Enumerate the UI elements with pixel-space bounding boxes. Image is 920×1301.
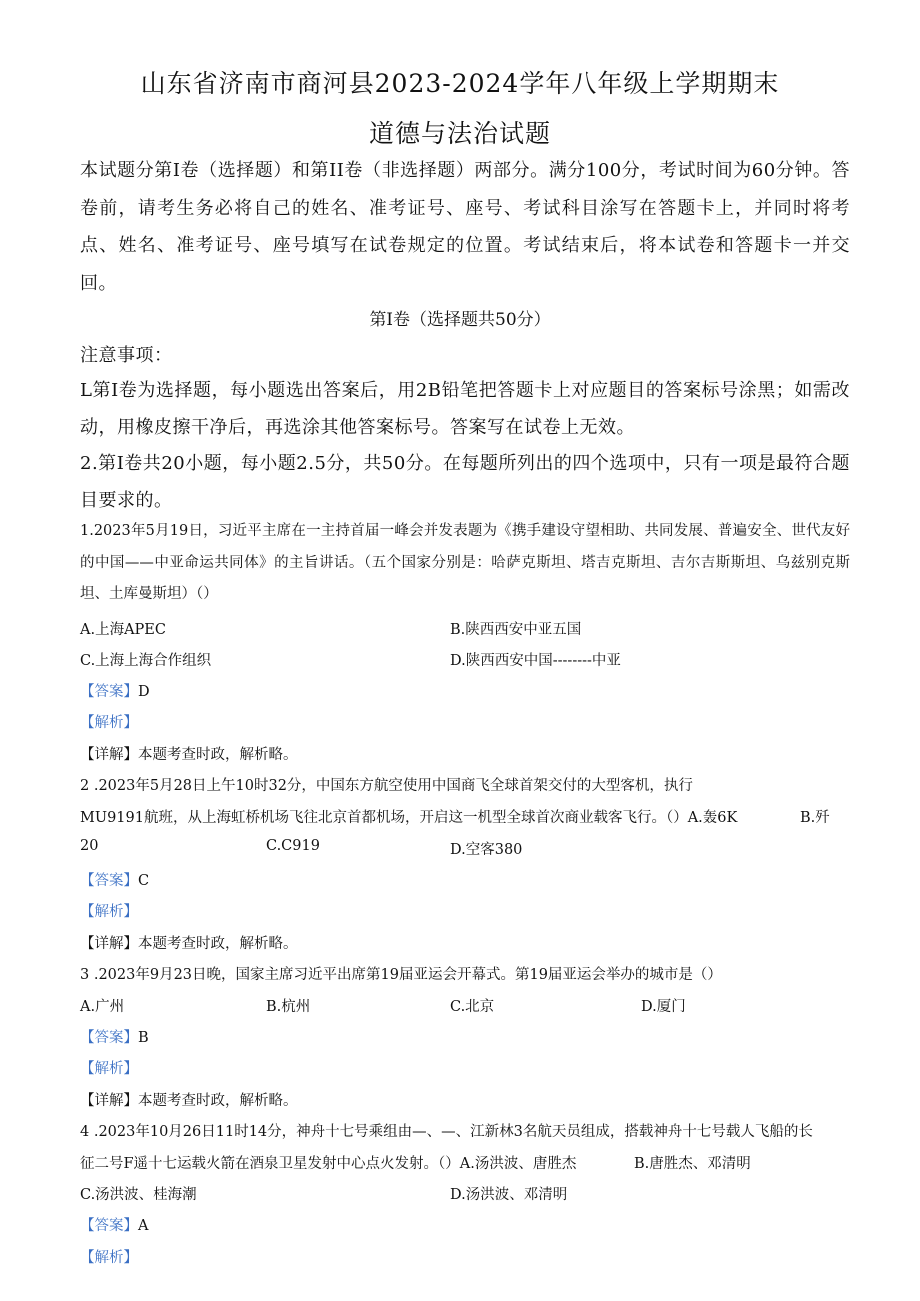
detail-text: 本题考查时政，解析略。: [138, 1093, 298, 1109]
q3-option-d: D.厦门: [641, 999, 686, 1015]
answer-label: 【答案】: [80, 873, 138, 889]
question-4-stem-line1: 4 .2023年10月26日11时14分，神舟十七号乘组由—、—、江新林3名航天员组成，搭载神舟十七号载人飞船的长: [80, 1124, 813, 1140]
q4-option-c: C.汤洪波、桂海潮: [80, 1187, 197, 1203]
exam-title: 山东省济南市商河县2023-2024学年八年级上学期期末: [140, 69, 780, 98]
question-4-stem-line2: 征二号F遥十七运载火箭在酒泉卫星发射中心点火发射。（）A.汤洪波、唐胜杰: [80, 1156, 577, 1172]
q4-answer: [80, 1214, 148, 1235]
analysis-label: 【解析】: [80, 1061, 138, 1077]
answer-label: 【答案】: [80, 684, 138, 700]
q2-answer: [80, 869, 149, 890]
detail-label: 【详解】: [80, 1093, 138, 1109]
q2-option-b-part2: 20: [80, 838, 99, 854]
answer-value: A: [138, 1218, 149, 1234]
note-item-1: L第Ⅰ卷为选择题，每小题选出答案后，用2B铅笔把答题卡上对应题目的答案标号涂黑；如需改动，用橡皮擦干净后，再选涂其他答案标号。答案写在试卷上无效。: [80, 380, 850, 438]
question-2-stem-line1: 2 .2023年5月28日上午10时32分，中国东方航空使用中国商飞全球首架交付的大型客机，执行: [80, 778, 693, 794]
answer-value: B: [138, 1030, 149, 1046]
q1-analysis: [80, 711, 138, 732]
q2-option-d: D.空客380: [450, 842, 523, 858]
q1-detail: [80, 743, 298, 764]
question-2-stem-line2: MU9191航班，从上海虹桥机场飞往北京首都机场，开启这一机型全球首次商业载客飞行。（）A.轰6K: [80, 810, 738, 826]
q3-analysis: [80, 1057, 138, 1078]
detail-text: 本题考查时政，解析略。: [138, 936, 298, 952]
q2-detail: [80, 932, 298, 953]
answer-value: C: [138, 873, 150, 889]
question-3-stem: 3 .2023年9月23日晚，国家主席习近平出席第19届亚运会开幕式。第19届亚运会举办的城市是（）: [80, 967, 722, 983]
question-1-stem: 1.2023年5月19日，习近平主席在一主持首届一峰会并发表题为《携手建设守望相助、共同发展、普遍安全、世代友好的中国——中亚命运共同体》的主旨讲话。（五个国家分别是：哈萨克斯坦、塔吉克斯坦、吉尔吉斯斯坦、乌兹别克斯坦、土库曼斯坦）（）: [80, 523, 850, 602]
answer-label: 【答案】: [80, 1218, 138, 1234]
q2-analysis: [80, 900, 138, 921]
q1-option-d: D.陕西西安中国--------中亚: [450, 653, 621, 669]
note-item-2: 2.第Ⅰ卷共20小题，每小题2.5分，共50分。在每题所列出的四个选项中，只有一项是最符合题目要求的。: [80, 453, 850, 511]
intro-paragraph: 本试题分第Ⅰ卷（选择题）和第II卷（非选择题）两部分。满分100分，考试时间为60分钟。答卷前，请考生务必将自己的姓名、准考证号、座号、考试科目涂写在答题卡上，并同时将考点、姓名、准考证号、座号填写在试卷规定的位置。考试结束后，将本试卷和答题卡一并交回。: [80, 160, 850, 294]
q4-option-d: D.汤洪波、邓清明: [450, 1187, 568, 1203]
q1-option-b: B.陕西西安中亚五国: [450, 622, 582, 638]
exam-subtitle: 道德与法治试题: [368, 119, 551, 148]
q1-option-a: A.上海APEC: [80, 622, 166, 638]
q3-option-b: B.杭州: [266, 999, 311, 1015]
q1-answer: [80, 680, 150, 701]
analysis-label: 【解析】: [80, 715, 138, 731]
q3-option-a: A.广州: [80, 999, 125, 1015]
q3-option-c: C.北京: [450, 999, 495, 1015]
section-heading: 第Ⅰ卷（选择题共50分）: [369, 310, 551, 330]
detail-label: 【详解】: [80, 747, 138, 763]
q2-option-b-part1: B.歼: [800, 810, 830, 826]
analysis-label: 【解析】: [80, 904, 138, 920]
q4-analysis: [80, 1246, 138, 1267]
q2-option-c: C.C919: [266, 838, 320, 854]
analysis-label: 【解析】: [80, 1250, 138, 1266]
q3-detail: [80, 1089, 298, 1110]
detail-label: 【详解】: [80, 936, 138, 952]
q3-answer: [80, 1026, 149, 1047]
notes-heading: 注意事项：: [80, 345, 173, 366]
q4-option-b: B.唐胜杰、邓清明: [634, 1156, 751, 1172]
detail-text: 本题考查时政，解析略。: [138, 747, 298, 763]
q1-option-c: C.上海上海合作组织: [80, 653, 212, 669]
answer-label: 【答案】: [80, 1030, 138, 1046]
answer-value: D: [138, 684, 150, 700]
